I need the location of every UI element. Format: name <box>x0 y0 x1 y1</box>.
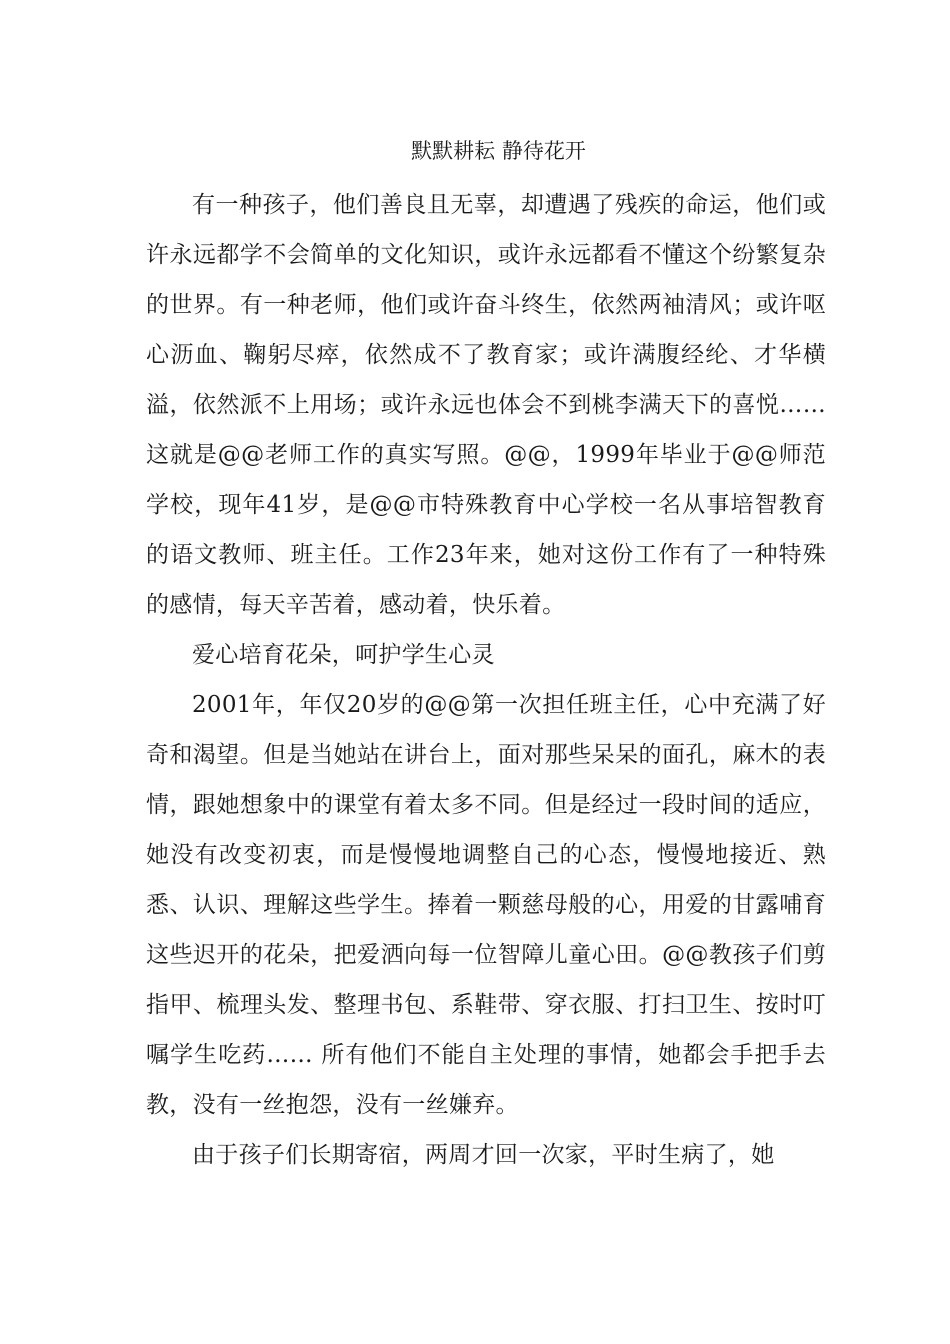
paragraph-intro: 有一种孩子，他们善良且无辜，却遭遇了残疾的命运，他们或许永远都学不会简单的文化知识，或许永远都看不懂这个纷繁复杂的世界。有一种老师，他们或许奋斗终生，依然两袖清风；或许呕心沥血、鞠躬尽瘁，依然成不了教育家；或许满腹经纶、才华横溢，依然派不上用场；或许永远也体会不到桃李满天下的喜悦……这就是@@老师工作的真实写照。@@，1999年毕业于@@师范学校，现年41岁，是@@市特殊教育中心学校一名从事培智教育的语文教师、班主任。工作23年来，她对这份工作有了一种特殊的感情，每天辛苦着，感动着，快乐着。 <box>146 192 826 618</box>
document-title: 默默耕耘 静待花开 <box>411 139 586 163</box>
document-body <box>146 180 826 1180</box>
section-heading: 爱心培育花朵，呵护学生心灵 <box>192 642 495 668</box>
paragraph-boarding: 由于孩子们长期寄宿，两周才回一次家，平时生病了，她 <box>192 1142 775 1168</box>
paragraph-2001: 2001年，年仅20岁的@@第一次担任班主任，心中充满了好奇和渴望。但是当她站在讲台上，面对那些呆呆的面孔，麻木的表情，跟她想象中的课堂有着太多不同。但是经过一段时间的适应，她没有改变初衷，而是慢慢地调整自己的心态，慢慢地接近、熟悉、认识、理解这些学生。捧着一颗慈母般的心，用爱的甘露哺育这些迟开的花朵，把爱洒向每一位智障儿童心田。@@教孩子们剪指甲、梳理头发、整理书包、系鞋带、穿衣服、打扫卫生、按时叮嘱学生吃药…… 所有他们不能自主处理的事情，她都会手把手去教，没有一丝抱怨，没有一丝嫌弃。 <box>146 692 826 1118</box>
